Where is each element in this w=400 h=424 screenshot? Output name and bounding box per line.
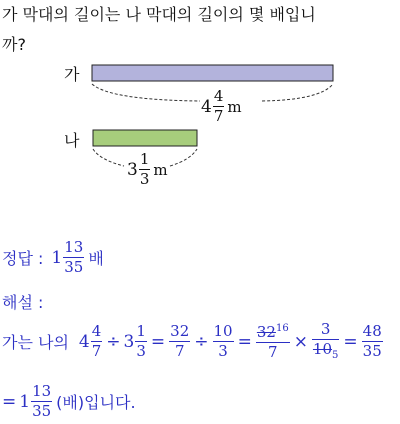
explanation-label: 해설 :: [2, 293, 44, 312]
question-line-2: 까?: [2, 35, 26, 54]
cancel-fraction-2: $\frac{3}{10_5}$: [312, 320, 339, 361]
answer-fraction: $\frac{13}{35}$: [64, 238, 84, 276]
bar-na-label: 나: [64, 131, 80, 150]
ga-length: 4 $\frac{4}{7}$ m: [201, 87, 242, 125]
bar-ga-label: 가: [64, 65, 80, 84]
bar-figure: [0, 0, 400, 200]
explanation-line-1: 가는 나의 4 $\frac{4}{7}$ ÷ 3 $\frac{1}{3}$ = $\frac{32}{7}$ ÷ $\frac{10}{3}$ = $\frac{32^{16}}{7}$ × $\frac{3}{10_5}$ = $\frac{48}{35}$: [2, 320, 382, 361]
answer-label: 정답 :: [2, 249, 44, 268]
cancel-fraction-1: $\frac{32^{16}}{7}$: [256, 322, 289, 361]
na-length: 3 $\frac{1}{3}$ m: [127, 150, 168, 188]
answer-line: 정답 : 1 $\frac{13}{35}$ 배: [2, 238, 104, 276]
bar-ga: [92, 65, 333, 81]
bar-na: [93, 130, 197, 146]
question-line-1: 가 막대의 길이는 나 막대의 길이의 몇 배입니: [2, 5, 316, 24]
explanation-line-2: = 1 $\frac{13}{35}$ (배)입니다.: [2, 382, 136, 420]
